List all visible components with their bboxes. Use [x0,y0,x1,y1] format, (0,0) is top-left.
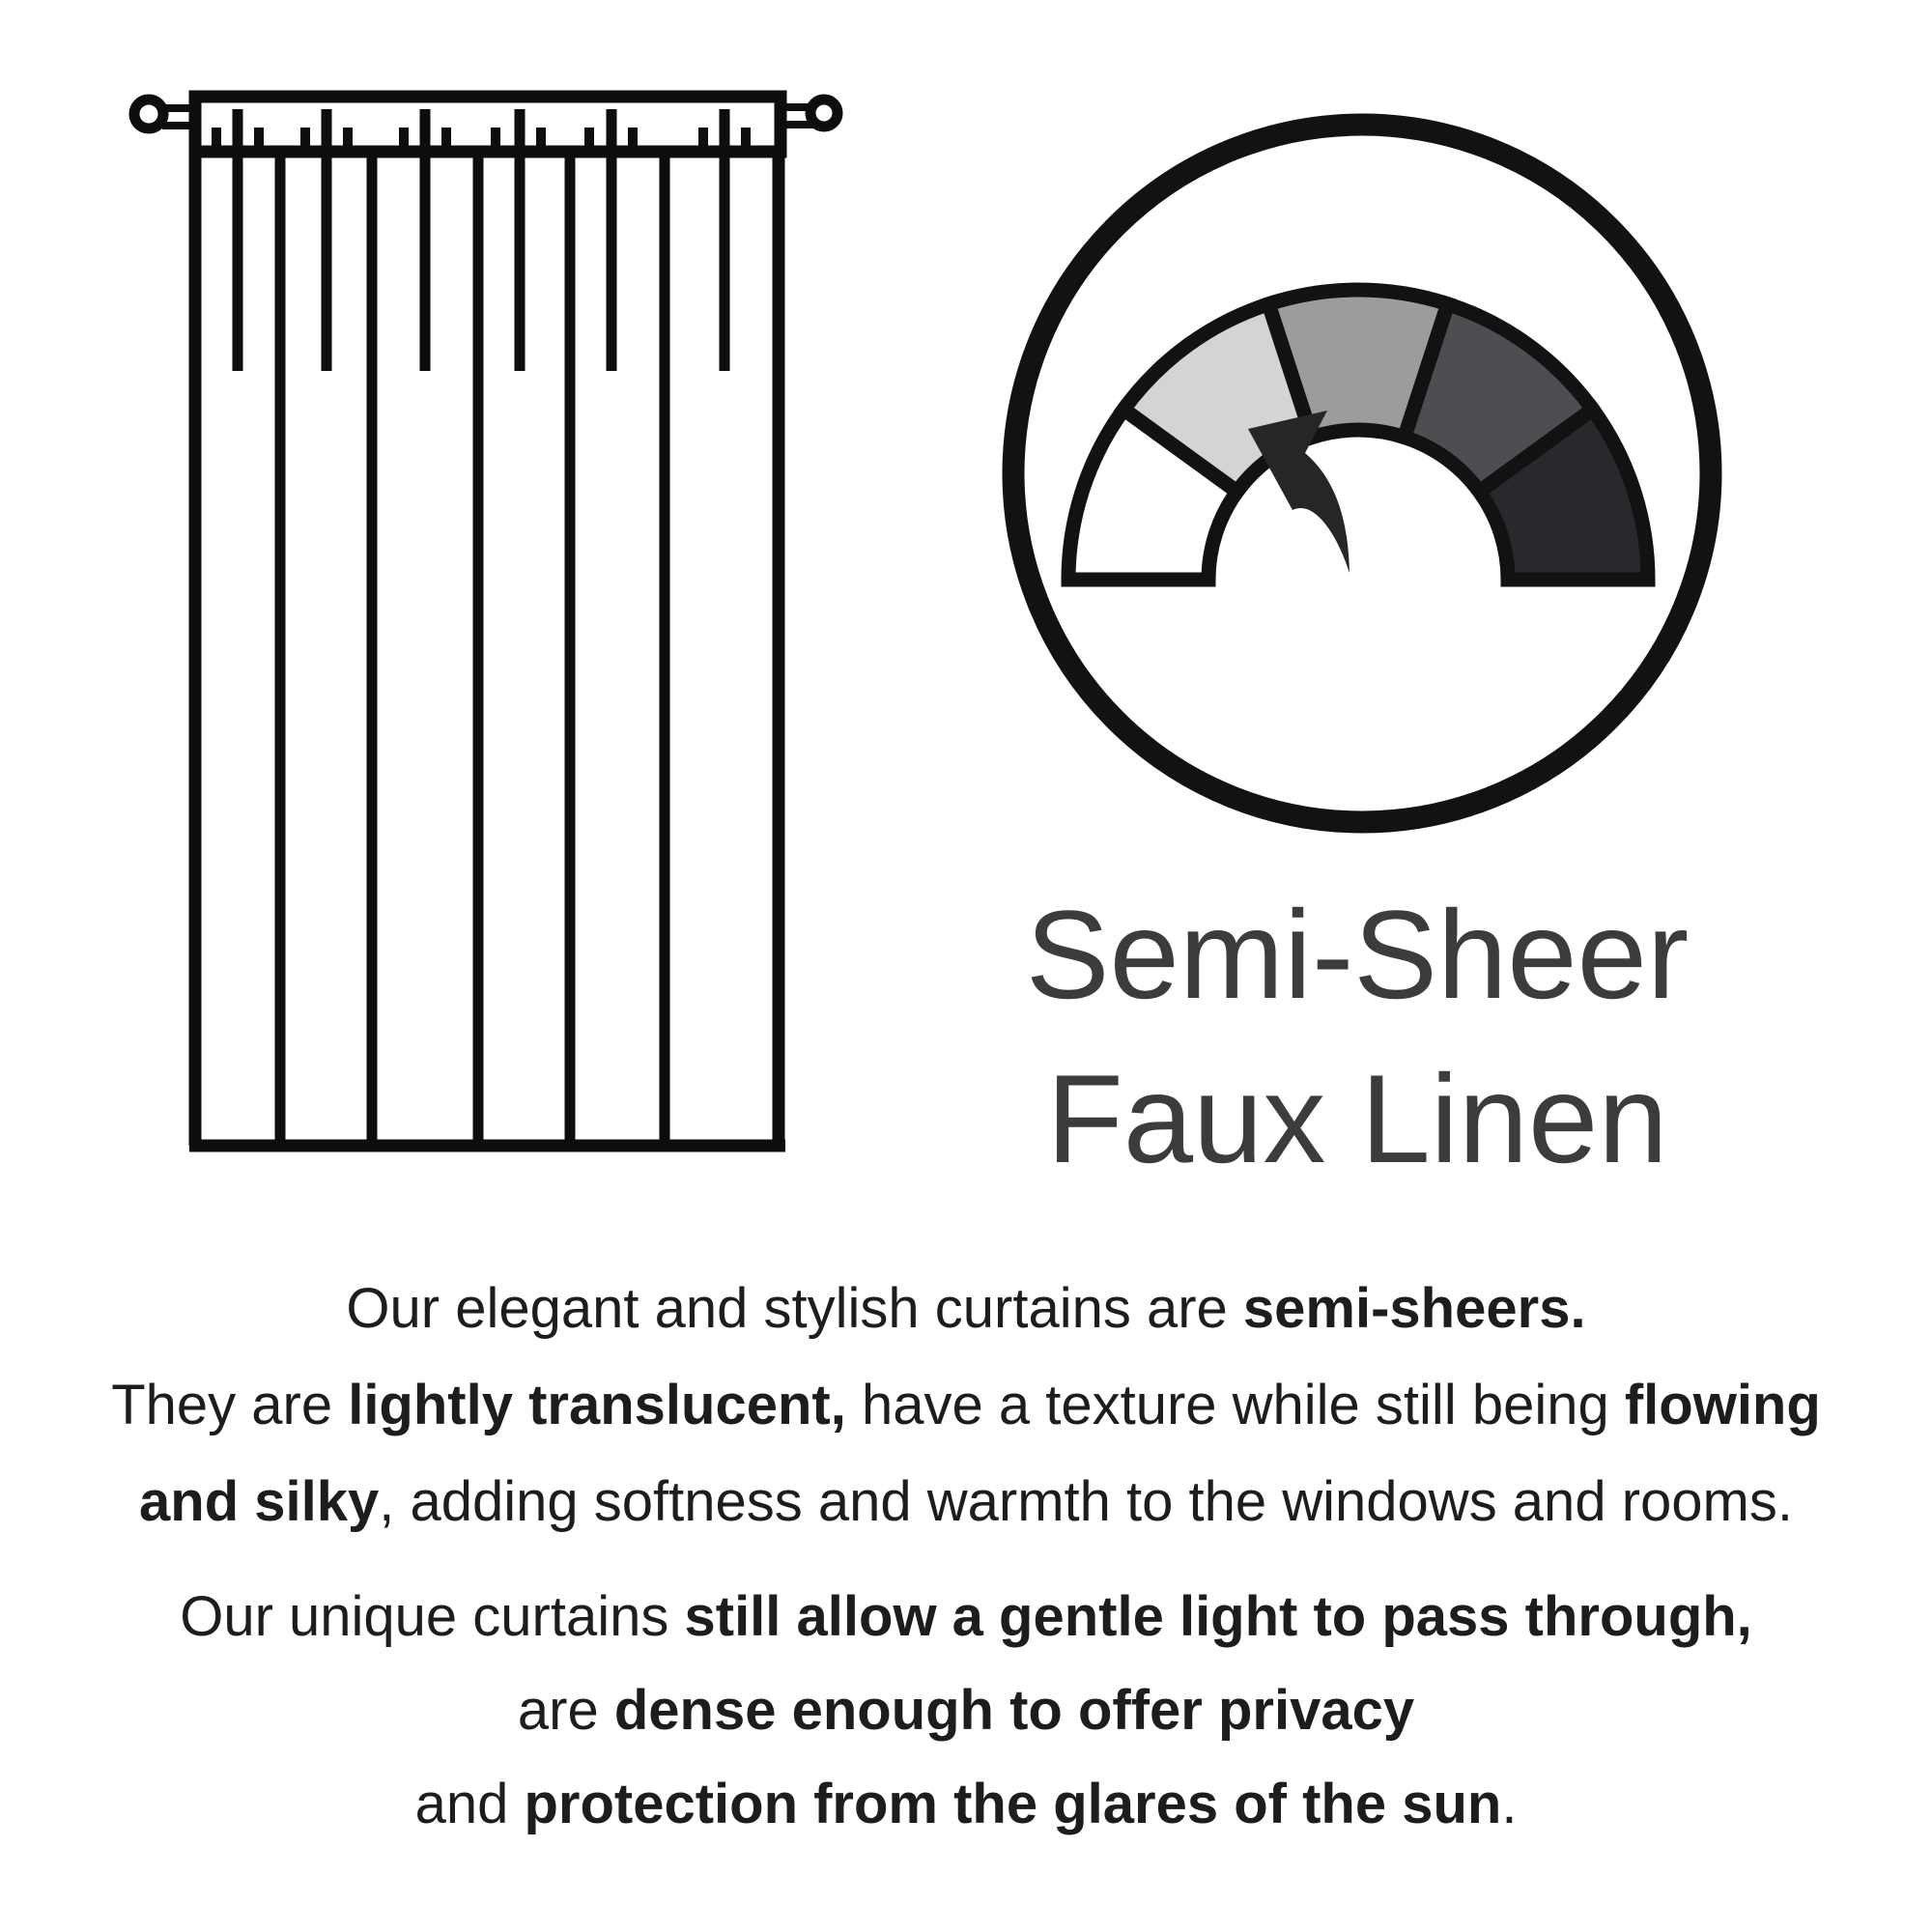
sheerness-gauge-icon [985,97,1739,860]
description-line: and silky, adding softness and warmth to the windows and rooms. [139,1470,1793,1533]
rod-ring-left-icon [134,99,163,128]
title-line-1: Semi-Sheer [1025,884,1690,1025]
title-line-2: Faux Linen [1046,1048,1668,1189]
description-line: and protection from the glares of the sun. [414,1773,1518,1835]
description-line: They are lightly translucent, have a texture while still being flowing [111,1374,1821,1436]
curtain-panel-icon [116,68,860,1159]
fabric-type-title [1026,872,1689,1201]
product-description [0,1261,1932,1851]
description-line: Our unique curtains still allow a gentle light to pass through, [180,1585,1752,1648]
curtain-line-art [134,97,838,1146]
description-line: are dense enough to offer privacy [517,1679,1415,1742]
rod-ring-right-icon [810,99,838,127]
description-paragraph-1 [0,1261,1932,1550]
description-paragraph-2 [0,1570,1932,1851]
description-line: Our elegant and stylish curtains are semi-sheers. [346,1277,1586,1340]
curtain-header-band [195,97,781,152]
